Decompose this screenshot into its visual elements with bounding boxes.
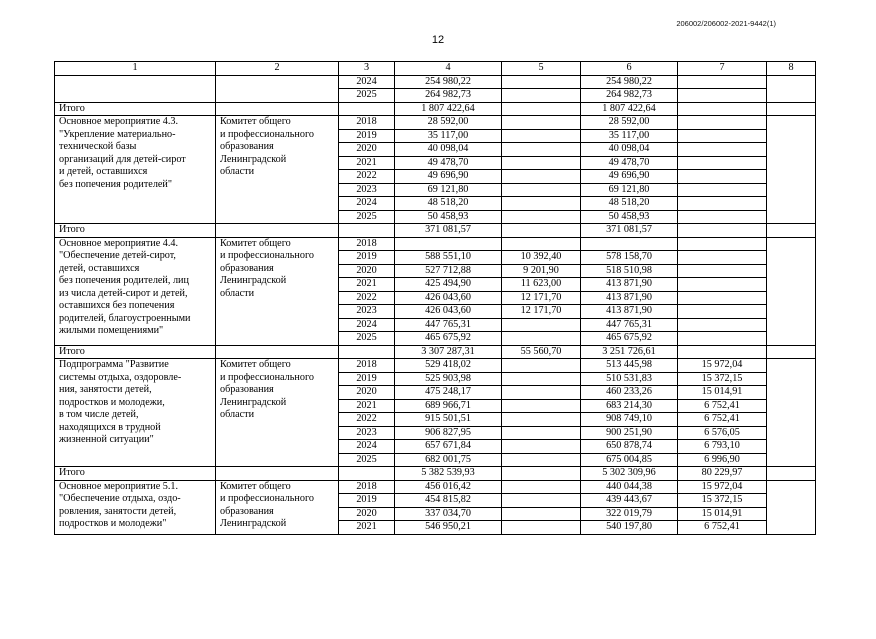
year-cell: 2024 [339, 75, 395, 89]
value-cell-4: 426 043,60 [395, 305, 502, 319]
value-cell-4: 337 034,70 [395, 507, 502, 521]
value-cell-6: 50 458,93 [581, 210, 678, 224]
executor-cell [216, 480, 339, 534]
cell-text-line: образования [220, 262, 274, 274]
cell-text-line: Основное мероприятие 4.4. [59, 237, 179, 249]
empty-cell [767, 116, 816, 224]
activity-name-cell [55, 116, 216, 224]
cell-text-line: и профессионального [220, 493, 314, 504]
value-cell-5 [502, 453, 581, 467]
value-cell-5 [502, 129, 581, 143]
value-cell-5: 12 171,70 [502, 291, 581, 305]
cell-text-line: Ленинградской [220, 396, 287, 408]
total-label: Итого [55, 102, 216, 116]
total-cell-4: 3 307 287,31 [395, 345, 502, 359]
total-row [55, 102, 816, 116]
value-cell-5 [502, 318, 581, 332]
value-cell-6: 49 478,70 [581, 156, 678, 170]
value-cell-7 [678, 197, 767, 211]
value-cell-5: 11 623,00 [502, 278, 581, 292]
value-cell-6: 413 871,90 [581, 278, 678, 292]
value-cell-7: 15 972,04 [678, 359, 767, 373]
year-cell: 2024 [339, 197, 395, 211]
total-cell-6: 3 251 726,61 [581, 345, 678, 359]
cell-text-line: Комитет общего [220, 359, 291, 370]
value-cell-5 [502, 494, 581, 508]
cell-text-line: и детей, оставшихся [59, 166, 148, 177]
total-cell-6: 5 302 309,96 [581, 467, 678, 481]
empty-cell [339, 467, 395, 481]
value-cell-7 [678, 278, 767, 292]
year-cell: 2020 [339, 143, 395, 157]
year-cell: 2021 [339, 399, 395, 413]
value-cell-4: 682 001,75 [395, 453, 502, 467]
empty-cell [767, 237, 816, 345]
value-cell-6: 540 197,80 [581, 521, 678, 535]
header-cell: 3 [339, 62, 395, 76]
year-cell: 2018 [339, 359, 395, 373]
value-cell-6: 69 121,80 [581, 183, 678, 197]
value-cell-7 [678, 143, 767, 157]
empty-cell [339, 345, 395, 359]
total-label: Итого [55, 345, 216, 359]
value-cell-4: 529 418,02 [395, 359, 502, 373]
value-cell-5 [502, 197, 581, 211]
value-cell-4: 527 712,88 [395, 264, 502, 278]
cell-text-line: организаций для детей-сирот [59, 153, 186, 165]
total-cell-6: 371 081,57 [581, 224, 678, 238]
header-cell: 7 [678, 62, 767, 76]
value-cell-4: 48 518,20 [395, 197, 502, 211]
cell-text-line: без попечения родителей, лиц [59, 275, 189, 286]
value-cell-6 [581, 237, 678, 251]
cell-text-line: подростков и молодежи" [59, 518, 167, 529]
year-cell: 2020 [339, 264, 395, 278]
header-row [55, 62, 816, 76]
value-cell-4: 456 016,42 [395, 480, 502, 494]
total-cell-5: 55 560,70 [502, 345, 581, 359]
value-cell-7 [678, 170, 767, 184]
total-cell-4: 5 382 539,93 [395, 467, 502, 481]
cell-text-line: "Обеспечение отдыха, оздо- [59, 493, 181, 504]
value-cell-7 [678, 116, 767, 130]
empty-cell [767, 467, 816, 481]
value-cell-6: 510 531,83 [581, 372, 678, 386]
year-cell: 2019 [339, 372, 395, 386]
value-cell-4: 425 494,90 [395, 278, 502, 292]
value-cell-7: 15 972,04 [678, 480, 767, 494]
value-cell-4: 426 043,60 [395, 291, 502, 305]
cell-text-line: Комитет общего [220, 480, 291, 492]
value-cell-6: 465 675,92 [581, 332, 678, 346]
value-cell-7 [678, 183, 767, 197]
value-cell-5 [502, 372, 581, 386]
year-cell: 2020 [339, 386, 395, 400]
value-cell-4: 657 671,84 [395, 440, 502, 454]
empty-cell [216, 75, 339, 102]
year-cell: 2018 [339, 116, 395, 130]
total-row [55, 467, 816, 481]
total-cell-4: 1 807 422,64 [395, 102, 502, 116]
empty-cell [767, 345, 816, 359]
cell-text-line: и профессионального [220, 128, 314, 140]
value-cell-4: 915 501,51 [395, 413, 502, 427]
empty-cell [339, 224, 395, 238]
value-cell-5 [502, 507, 581, 521]
value-cell-5 [502, 237, 581, 251]
empty-cell [767, 359, 816, 467]
value-cell-4: 447 765,31 [395, 318, 502, 332]
value-cell-5 [502, 143, 581, 157]
year-cell: 2025 [339, 332, 395, 346]
cell-text-line: в том числе детей, [59, 409, 139, 420]
year-cell: 2023 [339, 426, 395, 440]
cell-text-line: образования [220, 505, 274, 517]
value-cell-6: 413 871,90 [581, 305, 678, 319]
cell-text-line: жилыми помещениями" [59, 325, 164, 336]
cell-text-line: Основное мероприятие 4.3. [59, 116, 179, 127]
value-cell-7 [678, 291, 767, 305]
table-row [55, 116, 816, 130]
year-cell: 2020 [339, 507, 395, 521]
year-cell: 2019 [339, 494, 395, 508]
empty-cell [216, 467, 339, 481]
cell-text-line: и профессионального [220, 371, 314, 383]
executor-cell [216, 116, 339, 224]
total-cell-7 [678, 224, 767, 238]
value-cell-5: 9 201,90 [502, 264, 581, 278]
cell-text-line: Комитет общего [220, 116, 291, 127]
year-cell: 2021 [339, 278, 395, 292]
value-cell-7 [678, 305, 767, 319]
value-cell-5 [502, 440, 581, 454]
table-row [55, 237, 816, 251]
activity-name-cell [55, 480, 216, 534]
value-cell-7: 15 014,91 [678, 386, 767, 400]
value-cell-6: 900 251,90 [581, 426, 678, 440]
value-cell-4: 40 098,04 [395, 143, 502, 157]
value-cell-5 [502, 75, 581, 89]
value-cell-6: 683 214,30 [581, 399, 678, 413]
value-cell-5 [502, 386, 581, 400]
header-cell: 4 [395, 62, 502, 76]
header-cell: 8 [767, 62, 816, 76]
cell-text-line: Ленинградской [220, 275, 287, 286]
executor-cell [216, 359, 339, 467]
value-cell-7: 15 372,15 [678, 372, 767, 386]
year-cell: 2024 [339, 440, 395, 454]
value-cell-7 [678, 251, 767, 265]
page-number: 12 [431, 34, 445, 46]
value-cell-6: 413 871,90 [581, 291, 678, 305]
value-cell-4: 546 950,21 [395, 521, 502, 535]
cell-text-line: области [220, 166, 255, 177]
cell-text-line: и профессионального [220, 250, 314, 261]
value-cell-5 [502, 210, 581, 224]
value-cell-4: 588 551,10 [395, 251, 502, 265]
total-cell-7 [678, 345, 767, 359]
year-cell: 2019 [339, 129, 395, 143]
table-row [55, 480, 816, 494]
cell-text-line: "Укрепление материально- [59, 128, 176, 140]
total-label: Итого [55, 224, 216, 238]
cell-text-line: области [220, 287, 255, 299]
value-cell-5: 10 392,40 [502, 251, 581, 265]
value-cell-5 [502, 170, 581, 184]
year-cell: 2021 [339, 521, 395, 535]
cell-text-line: находящихся в трудной [59, 421, 161, 433]
cell-text-line: "Обеспечение детей-сирот, [59, 250, 176, 261]
value-cell-6: 264 982,73 [581, 89, 678, 103]
value-cell-7 [678, 210, 767, 224]
value-cell-7: 6 752,41 [678, 413, 767, 427]
year-cell: 2019 [339, 251, 395, 265]
cell-text-line: ния, занятости детей, [59, 384, 152, 395]
cell-text-line: Комитет общего [220, 237, 291, 249]
year-cell: 2023 [339, 183, 395, 197]
budget-table [54, 61, 816, 535]
value-cell-4: 35 117,00 [395, 129, 502, 143]
value-cell-6: 650 878,74 [581, 440, 678, 454]
value-cell-6: 35 117,00 [581, 129, 678, 143]
value-cell-5 [502, 480, 581, 494]
value-cell-7 [678, 318, 767, 332]
empty-cell [767, 75, 816, 102]
cell-text-line: из числа детей-сирот и детей, [59, 287, 188, 299]
value-cell-6: 40 098,04 [581, 143, 678, 157]
total-row [55, 224, 816, 238]
value-cell-4: 49 696,90 [395, 170, 502, 184]
value-cell-6: 578 158,70 [581, 251, 678, 265]
total-cell-5 [502, 224, 581, 238]
cell-text-line: ровления, занятости детей, [59, 505, 177, 517]
value-cell-7: 6 752,41 [678, 399, 767, 413]
year-cell: 2022 [339, 170, 395, 184]
value-cell-4 [395, 237, 502, 251]
cell-text-line: Подпрограмма "Развитие [59, 359, 169, 370]
value-cell-6: 675 004,85 [581, 453, 678, 467]
year-cell: 2021 [339, 156, 395, 170]
executor-cell [216, 237, 339, 345]
cell-text-line: Ленинградской [220, 518, 287, 529]
empty-cell [339, 102, 395, 116]
total-row [55, 345, 816, 359]
value-cell-5 [502, 399, 581, 413]
value-cell-7 [678, 264, 767, 278]
total-label: Итого [55, 467, 216, 481]
value-cell-7 [678, 89, 767, 103]
value-cell-6: 908 749,10 [581, 413, 678, 427]
value-cell-6: 460 233,26 [581, 386, 678, 400]
value-cell-6: 322 019,79 [581, 507, 678, 521]
value-cell-6: 513 445,98 [581, 359, 678, 373]
year-cell: 2022 [339, 291, 395, 305]
value-cell-7: 6 996,90 [678, 453, 767, 467]
activity-name-cell [55, 237, 216, 345]
value-cell-4: 28 592,00 [395, 116, 502, 130]
year-cell: 2018 [339, 480, 395, 494]
value-cell-4: 906 827,95 [395, 426, 502, 440]
empty-cell [216, 224, 339, 238]
year-cell: 2025 [339, 210, 395, 224]
cell-text-line: Основное мероприятие 5.1. [59, 480, 179, 492]
empty-cell [767, 102, 816, 116]
value-cell-6: 518 510,98 [581, 264, 678, 278]
value-cell-6: 49 696,90 [581, 170, 678, 184]
header-cell: 5 [502, 62, 581, 76]
value-cell-7: 15 372,15 [678, 494, 767, 508]
empty-cell [767, 224, 816, 238]
header-cell: 1 [55, 62, 216, 76]
value-cell-4: 465 675,92 [395, 332, 502, 346]
value-cell-5 [502, 426, 581, 440]
cell-text-line: образования [220, 384, 274, 395]
value-cell-7 [678, 129, 767, 143]
total-cell-6: 1 807 422,64 [581, 102, 678, 116]
value-cell-5 [502, 359, 581, 373]
value-cell-6: 447 765,31 [581, 318, 678, 332]
cell-text-line: без попечения родителей" [59, 178, 173, 190]
cell-text-line: системы отдыха, оздоровле- [59, 371, 182, 383]
total-cell-5 [502, 102, 581, 116]
year-cell: 2022 [339, 413, 395, 427]
value-cell-4: 264 982,73 [395, 89, 502, 103]
value-cell-6: 440 044,38 [581, 480, 678, 494]
value-cell-4: 50 458,93 [395, 210, 502, 224]
empty-cell [216, 345, 339, 359]
year-cell: 2024 [339, 318, 395, 332]
value-cell-7 [678, 156, 767, 170]
value-cell-5: 12 171,70 [502, 305, 581, 319]
value-cell-7 [678, 75, 767, 89]
value-cell-4: 49 478,70 [395, 156, 502, 170]
table-row [55, 359, 816, 373]
value-cell-4: 454 815,82 [395, 494, 502, 508]
value-cell-7: 6 752,41 [678, 521, 767, 535]
value-cell-7 [678, 237, 767, 251]
cell-text-line: образования [220, 141, 274, 152]
cell-text-line: родителей, благоустроенными [59, 312, 191, 324]
value-cell-5 [502, 413, 581, 427]
header-cell: 2 [216, 62, 339, 76]
empty-cell [216, 102, 339, 116]
cell-text-line: подростков и молодежи, [59, 396, 165, 408]
cell-text-line: жизненной ситуации" [59, 434, 154, 445]
year-cell: 2018 [339, 237, 395, 251]
value-cell-6: 28 592,00 [581, 116, 678, 130]
cell-text-line: детей, оставшихся [59, 262, 140, 274]
value-cell-5 [502, 183, 581, 197]
value-cell-6: 254 980,22 [581, 75, 678, 89]
empty-cell [767, 480, 816, 534]
cell-text-line: области [220, 409, 255, 420]
value-cell-7: 6 576,05 [678, 426, 767, 440]
table-row [55, 75, 816, 89]
value-cell-5 [502, 156, 581, 170]
value-cell-6: 439 443,67 [581, 494, 678, 508]
value-cell-5 [502, 89, 581, 103]
value-cell-4: 525 903,98 [395, 372, 502, 386]
total-cell-5 [502, 467, 581, 481]
value-cell-5 [502, 332, 581, 346]
empty-cell [55, 75, 216, 102]
value-cell-7: 6 793,10 [678, 440, 767, 454]
cell-text-line: технической базы [59, 141, 137, 152]
total-cell-4: 371 081,57 [395, 224, 502, 238]
table-body [55, 62, 816, 535]
total-cell-7 [678, 102, 767, 116]
value-cell-7: 15 014,91 [678, 507, 767, 521]
value-cell-4: 69 121,80 [395, 183, 502, 197]
total-cell-7: 80 229,97 [678, 467, 767, 481]
year-cell: 2023 [339, 305, 395, 319]
value-cell-5 [502, 116, 581, 130]
cell-text-line: Ленинградской [220, 153, 287, 165]
year-cell: 2025 [339, 89, 395, 103]
header-cell: 6 [581, 62, 678, 76]
value-cell-6: 48 518,20 [581, 197, 678, 211]
cell-text-line: оставшихся без попечения [59, 300, 175, 311]
value-cell-4: 689 966,71 [395, 399, 502, 413]
value-cell-4: 475 248,17 [395, 386, 502, 400]
value-cell-4: 254 980,22 [395, 75, 502, 89]
document-id: 206002/206002-2021-9442(1) [676, 19, 776, 28]
value-cell-5 [502, 521, 581, 535]
value-cell-7 [678, 332, 767, 346]
year-cell: 2025 [339, 453, 395, 467]
activity-name-cell [55, 359, 216, 467]
